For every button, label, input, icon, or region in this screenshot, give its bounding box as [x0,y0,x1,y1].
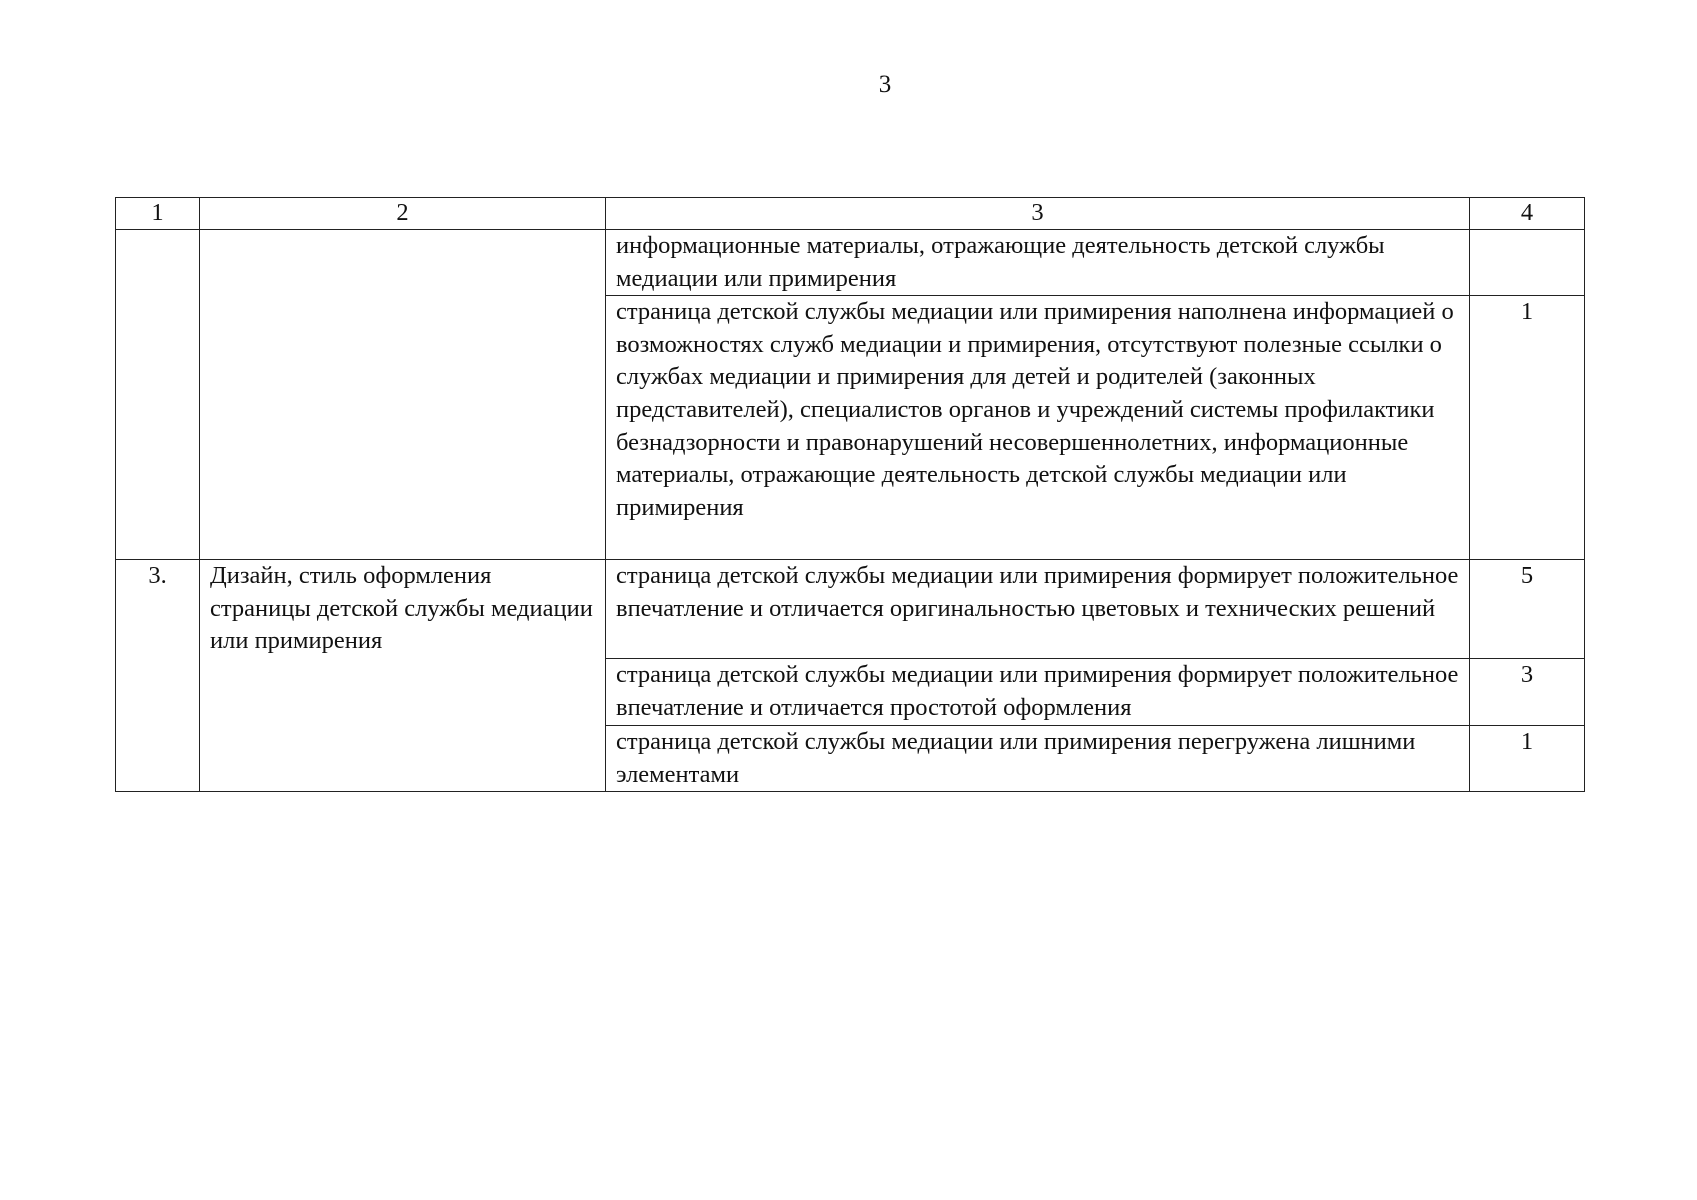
description-cell: страница детской службы медиации или примирения формирует положительное впечатление и отличается оригинальностью цветовых и технических решений [606,560,1470,659]
criterion-cell-empty [200,230,606,560]
description-cell: информационные материалы, отражающие деятельность детской службы медиации или примирения [606,230,1470,296]
number-cell-empty [116,230,200,560]
page-number: 3 [878,71,892,98]
table-row [116,560,1585,659]
description-cell: страница детской службы медиации или примирения наполнена информацией о возможностях служб медиации и примирения, отсутствуют полезные ссылки о службах медиации и примирения для детей и родителей (законных представителей), специалистов органов и учреждений системы профилактики безнадзорности и правонарушений несовершеннолетних, информационные материалы, отражающие деятельность детской службы медиации или примирения [606,296,1470,560]
column-header-2: 2 [200,198,606,230]
column-header-1: 1 [116,198,200,230]
description-cell: страница детской службы медиации или примирения перегружена лишними элементами [606,726,1470,792]
score-cell [1470,230,1585,296]
criteria-table [115,197,1585,792]
column-header-4: 4 [1470,198,1585,230]
table-row [116,230,1585,296]
score-cell: 5 [1470,560,1585,659]
score-cell: 1 [1470,726,1585,792]
column-header-3: 3 [606,198,1470,230]
score-cell: 3 [1470,659,1585,726]
criterion-name: Дизайн, стиль оформления страницы детской службы медиации или примирения [200,560,606,792]
score-cell: 1 [1470,296,1585,560]
criterion-number: 3. [116,560,200,792]
description-cell: страница детской службы медиации или примирения формирует положительное впечатление и отличается простотой оформления [606,659,1470,726]
table-header-row [116,198,1585,230]
